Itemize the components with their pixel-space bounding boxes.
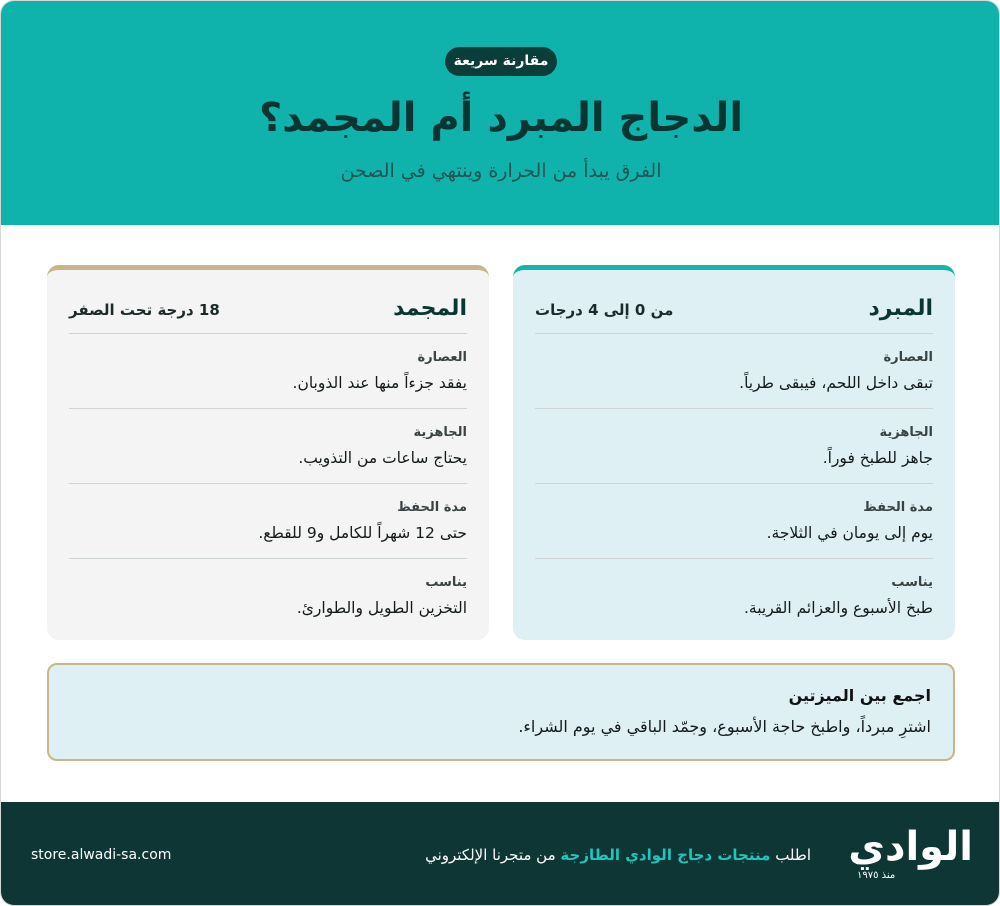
row-value: يفقد جزءاً منها عند الذوبان. — [292, 374, 467, 392]
logo-wordmark: الوادي — [848, 824, 973, 870]
row-label: يناسب — [891, 575, 933, 590]
chilled-row-juiciness — [535, 334, 933, 409]
tip-title: اجمع بين الميزتين — [788, 686, 931, 705]
row-value: طبخ الأسبوع والعزائم القريبة. — [744, 599, 933, 617]
row-value: تبقى داخل اللحم، فيبقى طرياً. — [739, 374, 933, 392]
row-value: التخزين الطويل والطوارئ. — [296, 599, 467, 617]
page-subtitle: الفرق يبدأ من الحرارة وينتهي في الصحن — [340, 160, 662, 182]
chilled-rows — [535, 334, 933, 634]
frozen-card — [47, 265, 489, 640]
chilled-row-shelf-life — [535, 484, 933, 559]
tip-box — [47, 663, 955, 761]
cta-prefix: اطلب — [775, 846, 811, 864]
row-label: مدة الحفظ — [863, 500, 933, 515]
store-url-link[interactable]: store.alwadi-sa.com — [31, 847, 172, 863]
frozen-rows — [69, 334, 467, 634]
cta-highlight[interactable]: منتجات دجاج الوادي الطازجة — [560, 846, 771, 864]
chilled-temperature: من 0 إلى 4 درجات — [535, 301, 674, 319]
row-label: الجاهزية — [879, 425, 933, 440]
row-value: يوم إلى يومان في الثلاجة. — [766, 524, 933, 542]
footer-bar — [1, 802, 1000, 906]
row-label: العصارة — [417, 350, 467, 365]
alwadi-logo — [849, 824, 973, 886]
frozen-card-title: المجمد — [393, 296, 467, 321]
frozen-row-juiciness — [69, 334, 467, 409]
frozen-row-shelf-life — [69, 484, 467, 559]
row-label: مدة الحفظ — [397, 500, 467, 515]
row-value: جاهز للطبخ فوراً. — [822, 449, 933, 467]
quick-comparison-badge: مقارنة سريعة — [445, 47, 557, 76]
cta-suffix: من متجرنا الإلكتروني — [425, 846, 556, 864]
row-value: حتى 12 شهراً للكامل و9 للقطع. — [258, 524, 467, 542]
logo-since: منذ ١٩٧٥ — [857, 870, 896, 881]
header-banner — [1, 1, 1000, 225]
frozen-temperature: 18 درجة تحت الصفر — [69, 301, 220, 319]
chilled-card — [513, 265, 955, 640]
frozen-row-readiness — [69, 409, 467, 484]
chilled-card-header — [535, 294, 933, 334]
store-cta — [425, 844, 811, 866]
page-title: الدجاج المبرد أم المجمد؟ — [258, 95, 744, 141]
chilled-row-readiness — [535, 409, 933, 484]
row-label: العصارة — [883, 350, 933, 365]
frozen-row-suits — [69, 559, 467, 634]
row-label: يناسب — [425, 575, 467, 590]
row-label: الجاهزية — [413, 425, 467, 440]
chilled-card-title: المبرد — [868, 296, 933, 321]
tip-text: اشترِ مبرداً، واطبخ حاجة الأسبوع، وجمّد الباقي في يوم الشراء. — [518, 717, 931, 736]
row-value: يحتاج ساعات من التذويب. — [298, 449, 467, 467]
frozen-card-header — [69, 294, 467, 334]
chilled-row-suits — [535, 559, 933, 634]
